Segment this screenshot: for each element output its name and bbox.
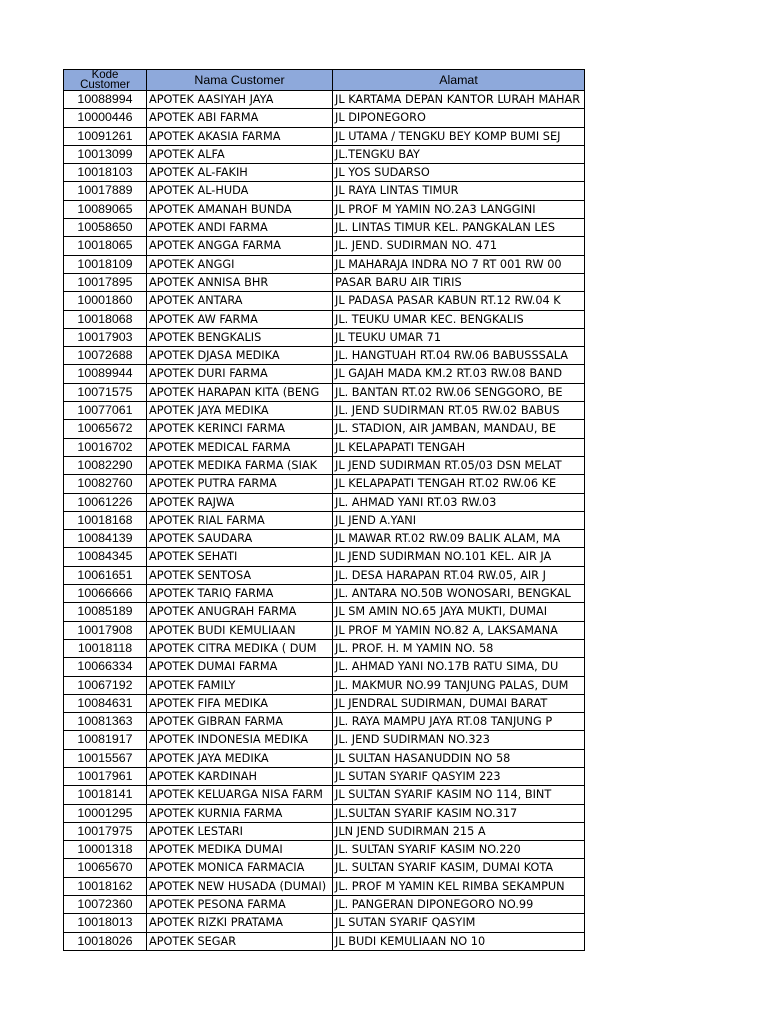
table-row: [64, 145, 585, 163]
cell-nama-customer: APOTEK RIZKI PRATAMA: [147, 914, 333, 932]
table-row: [64, 420, 585, 438]
cell-kode-customer: 10081363: [64, 713, 147, 731]
customer-table: [63, 69, 585, 951]
cell-kode-customer: 10065672: [64, 420, 147, 438]
cell-alamat: JL JENDRAL SUDIRMAN, DUMAI BARAT: [333, 694, 585, 712]
cell-alamat: JL.TENGKU BAY: [333, 145, 585, 163]
cell-alamat: JLN JEND SUDIRMAN 215 A: [333, 822, 585, 840]
table-row: [64, 365, 585, 383]
table-row: [64, 310, 585, 328]
table-row: [64, 859, 585, 877]
cell-kode-customer: 10018141: [64, 786, 147, 804]
table-row: [64, 804, 585, 822]
table-row: [64, 566, 585, 584]
table-row: [64, 292, 585, 310]
table-row: [64, 822, 585, 840]
cell-kode-customer: 10001860: [64, 292, 147, 310]
cell-kode-customer: 10000446: [64, 109, 147, 127]
cell-nama-customer: APOTEK KARDINAH: [147, 767, 333, 785]
header-alamat: Alamat: [333, 70, 585, 91]
table-row: [64, 493, 585, 511]
cell-alamat: JL KARTAMA DEPAN KANTOR LURAH MAHAR: [333, 91, 585, 109]
cell-kode-customer: 10066334: [64, 658, 147, 676]
cell-alamat: JL MAWAR RT.02 RW.09 BALIK ALAM, MA: [333, 530, 585, 548]
cell-kode-customer: 10082290: [64, 456, 147, 474]
cell-alamat: JL JEND SUDIRMAN RT.05/03 DSN MELAT: [333, 456, 585, 474]
cell-nama-customer: APOTEK PESONA FARMA: [147, 896, 333, 914]
cell-kode-customer: 10017908: [64, 621, 147, 639]
cell-alamat: JL KELAPAPATI TENGAH: [333, 438, 585, 456]
cell-nama-customer: APOTEK FAMILY: [147, 676, 333, 694]
cell-alamat: JL. JEND SUDIRMAN NO.323: [333, 731, 585, 749]
cell-kode-customer: 10084345: [64, 548, 147, 566]
table-row: [64, 164, 585, 182]
cell-nama-customer: APOTEK GIBRAN FARMA: [147, 713, 333, 731]
cell-kode-customer: 10018026: [64, 932, 147, 950]
cell-nama-customer: APOTEK ANTARA: [147, 292, 333, 310]
cell-nama-customer: APOTEK BENGKALIS: [147, 328, 333, 346]
cell-alamat: JL PROF M YAMIN NO.2A3 LANGGINI: [333, 200, 585, 218]
table-row: [64, 914, 585, 932]
table-row: [64, 255, 585, 273]
cell-nama-customer: APOTEK MEDICAL FARMA: [147, 438, 333, 456]
cell-nama-customer: APOTEK ANNISA BHR: [147, 273, 333, 291]
cell-nama-customer: APOTEK AW FARMA: [147, 310, 333, 328]
cell-alamat: JL GAJAH MADA KM.2 RT.03 RW.08 BAND: [333, 365, 585, 383]
cell-kode-customer: 10085189: [64, 603, 147, 621]
cell-nama-customer: APOTEK NEW HUSADA (DUMAI): [147, 877, 333, 895]
cell-alamat: JL. SULTAN SYARIF KASIM, DUMAI KOTA: [333, 859, 585, 877]
cell-alamat: JL PADASA PASAR KABUN RT.12 RW.04 K: [333, 292, 585, 310]
table-row: [64, 402, 585, 420]
cell-nama-customer: APOTEK ANUGRAH FARMA: [147, 603, 333, 621]
cell-alamat: JL PROF M YAMIN NO.82 A, LAKSAMANA: [333, 621, 585, 639]
cell-alamat: JL. PROF M YAMIN KEL RIMBA SEKAMPUN: [333, 877, 585, 895]
table-row: [64, 713, 585, 731]
cell-alamat: JL. TEUKU UMAR KEC. BENGKALIS: [333, 310, 585, 328]
table-row: [64, 200, 585, 218]
cell-alamat: JL. JEND. SUDIRMAN NO. 471: [333, 237, 585, 255]
table-row: [64, 896, 585, 914]
table-row: [64, 383, 585, 401]
cell-alamat: JL SM AMIN NO.65 JAYA MUKTI, DUMAI: [333, 603, 585, 621]
cell-nama-customer: APOTEK ABI FARMA: [147, 109, 333, 127]
cell-nama-customer: APOTEK MEDIKA FARMA (SIAK: [147, 456, 333, 474]
cell-kode-customer: 10081917: [64, 731, 147, 749]
cell-kode-customer: 10018013: [64, 914, 147, 932]
cell-alamat: JL. ANTARA NO.50B WONOSARI, BENGKAL: [333, 585, 585, 603]
cell-nama-customer: APOTEK LESTARI: [147, 822, 333, 840]
cell-kode-customer: 10058650: [64, 219, 147, 237]
table-row: [64, 676, 585, 694]
table-row: [64, 237, 585, 255]
cell-nama-customer: APOTEK DJASA MEDIKA: [147, 347, 333, 365]
table-row: [64, 456, 585, 474]
table-row: [64, 932, 585, 950]
cell-kode-customer: 10089065: [64, 200, 147, 218]
cell-kode-customer: 10017961: [64, 767, 147, 785]
cell-alamat: JL. LINTAS TIMUR KEL. PANGKALAN LES: [333, 219, 585, 237]
cell-alamat: JL SUTAN SYARIF QASYIM 223: [333, 767, 585, 785]
cell-nama-customer: APOTEK KERINCI FARMA: [147, 420, 333, 438]
cell-alamat: JL YOS SUDARSO: [333, 164, 585, 182]
cell-nama-customer: APOTEK SEHATI: [147, 548, 333, 566]
cell-alamat: JL. MAKMUR NO.99 TANJUNG PALAS, DUM: [333, 676, 585, 694]
cell-kode-customer: 10065670: [64, 859, 147, 877]
table-row: [64, 219, 585, 237]
cell-nama-customer: APOTEK TARIQ FARMA: [147, 585, 333, 603]
table-row: [64, 127, 585, 145]
table-row: [64, 548, 585, 566]
cell-kode-customer: 10072688: [64, 347, 147, 365]
cell-alamat: JL RAYA LINTAS TIMUR: [333, 182, 585, 200]
cell-alamat: PASAR BARU AIR TIRIS: [333, 273, 585, 291]
cell-alamat: JL. STADION, AIR JAMBAN, MANDAU, BE: [333, 420, 585, 438]
cell-alamat: JL TEUKU UMAR 71: [333, 328, 585, 346]
table-row: [64, 749, 585, 767]
cell-kode-customer: 10018162: [64, 877, 147, 895]
cell-kode-customer: 10084631: [64, 694, 147, 712]
cell-alamat: JL. JEND SUDIRMAN RT.05 RW.02 BABUS: [333, 402, 585, 420]
cell-alamat: JL JEND A.YANI: [333, 511, 585, 529]
cell-nama-customer: APOTEK AKASIA FARMA: [147, 127, 333, 145]
table-row: [64, 621, 585, 639]
cell-alamat: JL BUDI KEMULIAAN NO 10: [333, 932, 585, 950]
header-kode-line1: Kode: [91, 69, 119, 81]
table-row: [64, 328, 585, 346]
cell-alamat: JL.SULTAN SYARIF KASIM NO.317: [333, 804, 585, 822]
cell-nama-customer: APOTEK ANGGA FARMA: [147, 237, 333, 255]
table-row: [64, 639, 585, 657]
cell-kode-customer: 10018118: [64, 639, 147, 657]
cell-kode-customer: 10089944: [64, 365, 147, 383]
cell-kode-customer: 10018068: [64, 310, 147, 328]
cell-kode-customer: 10066666: [64, 585, 147, 603]
cell-alamat: JL JEND SUDIRMAN NO.101 KEL. AIR JA: [333, 548, 585, 566]
cell-kode-customer: 10001318: [64, 841, 147, 859]
cell-alamat: JL. AHMAD YANI NO.17B RATU SIMA, DU: [333, 658, 585, 676]
table-row: [64, 182, 585, 200]
cell-kode-customer: 10018065: [64, 237, 147, 255]
table-row: [64, 585, 585, 603]
cell-nama-customer: APOTEK SAUDARA: [147, 530, 333, 548]
cell-nama-customer: APOTEK PUTRA FARMA: [147, 475, 333, 493]
table-row: [64, 91, 585, 109]
table-row: [64, 347, 585, 365]
cell-kode-customer: 10067192: [64, 676, 147, 694]
cell-alamat: JL SUTAN SYARIF QASYIM: [333, 914, 585, 932]
cell-kode-customer: 10018109: [64, 255, 147, 273]
cell-alamat: JL. PROF. H. M YAMIN NO. 58: [333, 639, 585, 657]
cell-nama-customer: APOTEK SEGAR: [147, 932, 333, 950]
cell-nama-customer: APOTEK SENTOSA: [147, 566, 333, 584]
cell-nama-customer: APOTEK INDONESIA MEDIKA: [147, 731, 333, 749]
table-row: [64, 273, 585, 291]
table-body: [64, 91, 585, 951]
cell-nama-customer: APOTEK CITRA MEDIKA ( DUM: [147, 639, 333, 657]
cell-alamat: JL SULTAN SYARIF KASIM NO 114, BINT: [333, 786, 585, 804]
header-row: [64, 70, 585, 91]
cell-nama-customer: APOTEK JAYA MEDIKA: [147, 749, 333, 767]
cell-nama-customer: APOTEK ANGGI: [147, 255, 333, 273]
cell-alamat: JL. HANGTUAH RT.04 RW.06 BABUSSSALA: [333, 347, 585, 365]
table-row: [64, 603, 585, 621]
cell-kode-customer: 10072360: [64, 896, 147, 914]
cell-nama-customer: APOTEK RIAL FARMA: [147, 511, 333, 529]
table-row: [64, 841, 585, 859]
table-row: [64, 694, 585, 712]
cell-kode-customer: 10084139: [64, 530, 147, 548]
table-row: [64, 475, 585, 493]
table-row: [64, 767, 585, 785]
cell-kode-customer: 10018168: [64, 511, 147, 529]
cell-alamat: JL DIPONEGORO: [333, 109, 585, 127]
cell-nama-customer: APOTEK FIFA MEDIKA: [147, 694, 333, 712]
table-row: [64, 530, 585, 548]
cell-nama-customer: APOTEK KELUARGA NISA FARM: [147, 786, 333, 804]
cell-nama-customer: APOTEK KURNIA FARMA: [147, 804, 333, 822]
cell-nama-customer: APOTEK DUMAI FARMA: [147, 658, 333, 676]
table-row: [64, 109, 585, 127]
cell-alamat: JL. SULTAN SYARIF KASIM NO.220: [333, 841, 585, 859]
cell-kode-customer: 10061651: [64, 566, 147, 584]
cell-kode-customer: 10017975: [64, 822, 147, 840]
cell-nama-customer: APOTEK AASIYAH JAYA: [147, 91, 333, 109]
cell-kode-customer: 10017895: [64, 273, 147, 291]
cell-kode-customer: 10077061: [64, 402, 147, 420]
cell-kode-customer: 10082760: [64, 475, 147, 493]
table-row: [64, 658, 585, 676]
cell-kode-customer: 10001295: [64, 804, 147, 822]
table-row: [64, 731, 585, 749]
cell-kode-customer: 10013099: [64, 145, 147, 163]
table-row: [64, 786, 585, 804]
cell-kode-customer: 10061226: [64, 493, 147, 511]
cell-alamat: JL MAHARAJA INDRA NO 7 RT 001 RW 00: [333, 255, 585, 273]
cell-alamat: JL UTAMA / TENGKU BEY KOMP BUMI SEJ: [333, 127, 585, 145]
cell-kode-customer: 10017903: [64, 328, 147, 346]
cell-alamat: JL. RAYA MAMPU JAYA RT.08 TANJUNG P: [333, 713, 585, 731]
cell-kode-customer: 10016702: [64, 438, 147, 456]
cell-nama-customer: APOTEK MEDIKA DUMAI: [147, 841, 333, 859]
cell-nama-customer: APOTEK AL-HUDA: [147, 182, 333, 200]
cell-kode-customer: 10015567: [64, 749, 147, 767]
header-kode-line2: Customer: [80, 79, 130, 91]
cell-alamat: JL. BANTAN RT.02 RW.06 SENGGORO, BE: [333, 383, 585, 401]
cell-kode-customer: 10088994: [64, 91, 147, 109]
table-row: [64, 438, 585, 456]
cell-alamat: JL. AHMAD YANI RT.03 RW.03: [333, 493, 585, 511]
header-kode-customer: [64, 70, 147, 91]
cell-kode-customer: 10071575: [64, 383, 147, 401]
table-row: [64, 877, 585, 895]
cell-nama-customer: APOTEK JAYA MEDIKA: [147, 402, 333, 420]
cell-alamat: JL KELAPAPATI TENGAH RT.02 RW.06 KE: [333, 475, 585, 493]
cell-kode-customer: 10017889: [64, 182, 147, 200]
cell-nama-customer: APOTEK RAJWA: [147, 493, 333, 511]
cell-alamat: JL. DESA HARAPAN RT.04 RW.05, AIR J: [333, 566, 585, 584]
header-nama-customer: Nama Customer: [147, 70, 333, 91]
cell-nama-customer: APOTEK DURI FARMA: [147, 365, 333, 383]
cell-kode-customer: 10091261: [64, 127, 147, 145]
cell-nama-customer: APOTEK HARAPAN KITA (BENG: [147, 383, 333, 401]
cell-alamat: JL. PANGERAN DIPONEGORO NO.99: [333, 896, 585, 914]
cell-nama-customer: APOTEK MONICA FARMACIA: [147, 859, 333, 877]
cell-nama-customer: APOTEK ANDI FARMA: [147, 219, 333, 237]
table-row: [64, 511, 585, 529]
cell-nama-customer: APOTEK BUDI KEMULIAAN: [147, 621, 333, 639]
cell-kode-customer: 10018103: [64, 164, 147, 182]
cell-alamat: JL SULTAN HASANUDDIN NO 58: [333, 749, 585, 767]
cell-nama-customer: APOTEK ALFA: [147, 145, 333, 163]
cell-nama-customer: APOTEK AL-FAKIH: [147, 164, 333, 182]
cell-nama-customer: APOTEK AMANAH BUNDA: [147, 200, 333, 218]
